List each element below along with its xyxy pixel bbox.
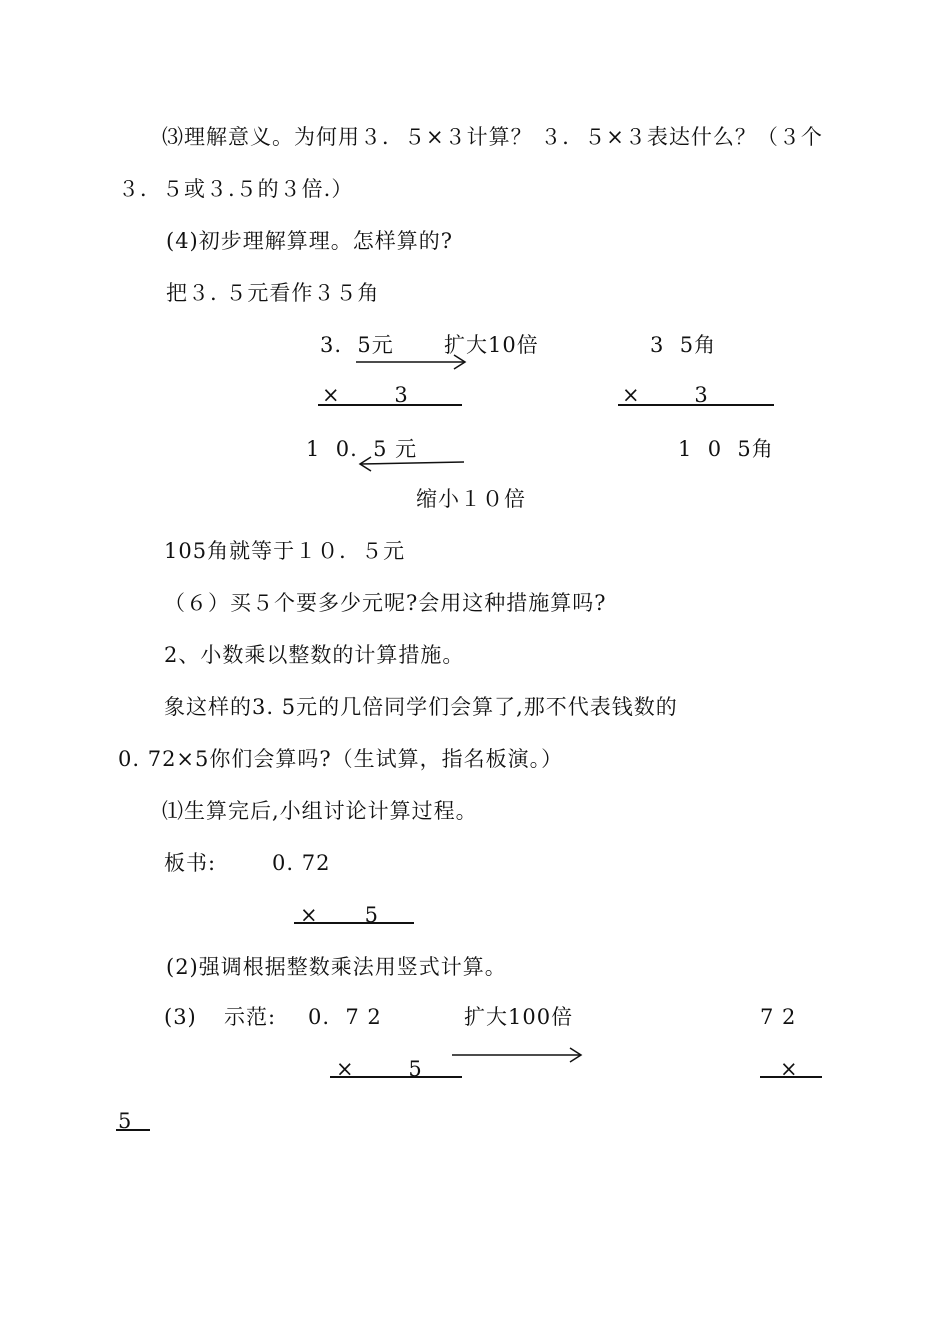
arrow-right-icon [356, 352, 468, 372]
text-line-2: ３．５或３.５的３倍.） [118, 177, 354, 201]
text-line-1: ⑶理解意义。为何用３．５×３计算？ ３．５×３表达什么？（３个 [162, 125, 823, 149]
diagram1-right-result: 1 0 5角 [678, 437, 774, 461]
demo-index: (3) [164, 1005, 197, 1029]
text-line-24: (2)强调根据整数乘法用竖式计算。 [166, 955, 507, 979]
diagram1-arrow-bottom-label: 缩小１０倍 [416, 487, 526, 511]
demo-left-value: 0. 7 2 [308, 1005, 382, 1029]
diagram1-left-top: 3. 5元 [320, 333, 394, 357]
board-mult: × 5 [300, 903, 380, 927]
demo-left-mult: × 5 [336, 1057, 423, 1081]
diagram1-arrow-top-label: 扩大10倍 [444, 333, 539, 357]
arrow-left-icon [358, 454, 466, 474]
diagram1-right-top: 3 5角 [650, 333, 717, 357]
diagram1-right-mult: × 3 [622, 383, 709, 407]
board-rule [294, 922, 414, 924]
demo-label: 示范: [224, 1005, 277, 1029]
diagram1-left-mult: × 3 [322, 383, 409, 407]
text-line-21: ⑴生算完后,小组讨论计算过程。 [162, 799, 478, 823]
diagram1-left-rule [318, 404, 462, 406]
demo-right-mult: × [780, 1057, 799, 1081]
demo-left-rule [330, 1076, 462, 1078]
arrow-right-icon [452, 1045, 584, 1065]
text-line-17: （６）买５个要多少元呢?会用这种措施算吗? [164, 591, 607, 615]
demo-right-rule [760, 1076, 822, 1078]
text-line-18: 2、小数乘以整数的计算措施。 [164, 643, 465, 667]
board-value: 0. 72 [272, 851, 331, 875]
demo-wrapped-digit: 5 [118, 1109, 133, 1133]
text-line-3: (4)初步理解算理。怎样算的? [166, 229, 454, 253]
diagram1-right-rule [618, 404, 774, 406]
text-line-19: 象这样的3. 5元的几倍同学们会算了,那不代表钱数的 [164, 695, 678, 719]
demo-wrapped-rule [116, 1129, 150, 1131]
diagram1-left-result: 1 0. 5 元 [306, 437, 418, 461]
demo-arrow-label: 扩大100倍 [464, 1005, 574, 1029]
text-line-20: 0. 72×5你们会算吗?（生试算，指名板演。） [118, 747, 564, 771]
text-line-4: 把３. ５元看作３５角 [166, 281, 380, 305]
demo-right-value: 7 2 [760, 1005, 797, 1029]
board-label: 板书: [164, 851, 217, 875]
text-line-16: 105角就等于１０．５元 [164, 539, 406, 563]
